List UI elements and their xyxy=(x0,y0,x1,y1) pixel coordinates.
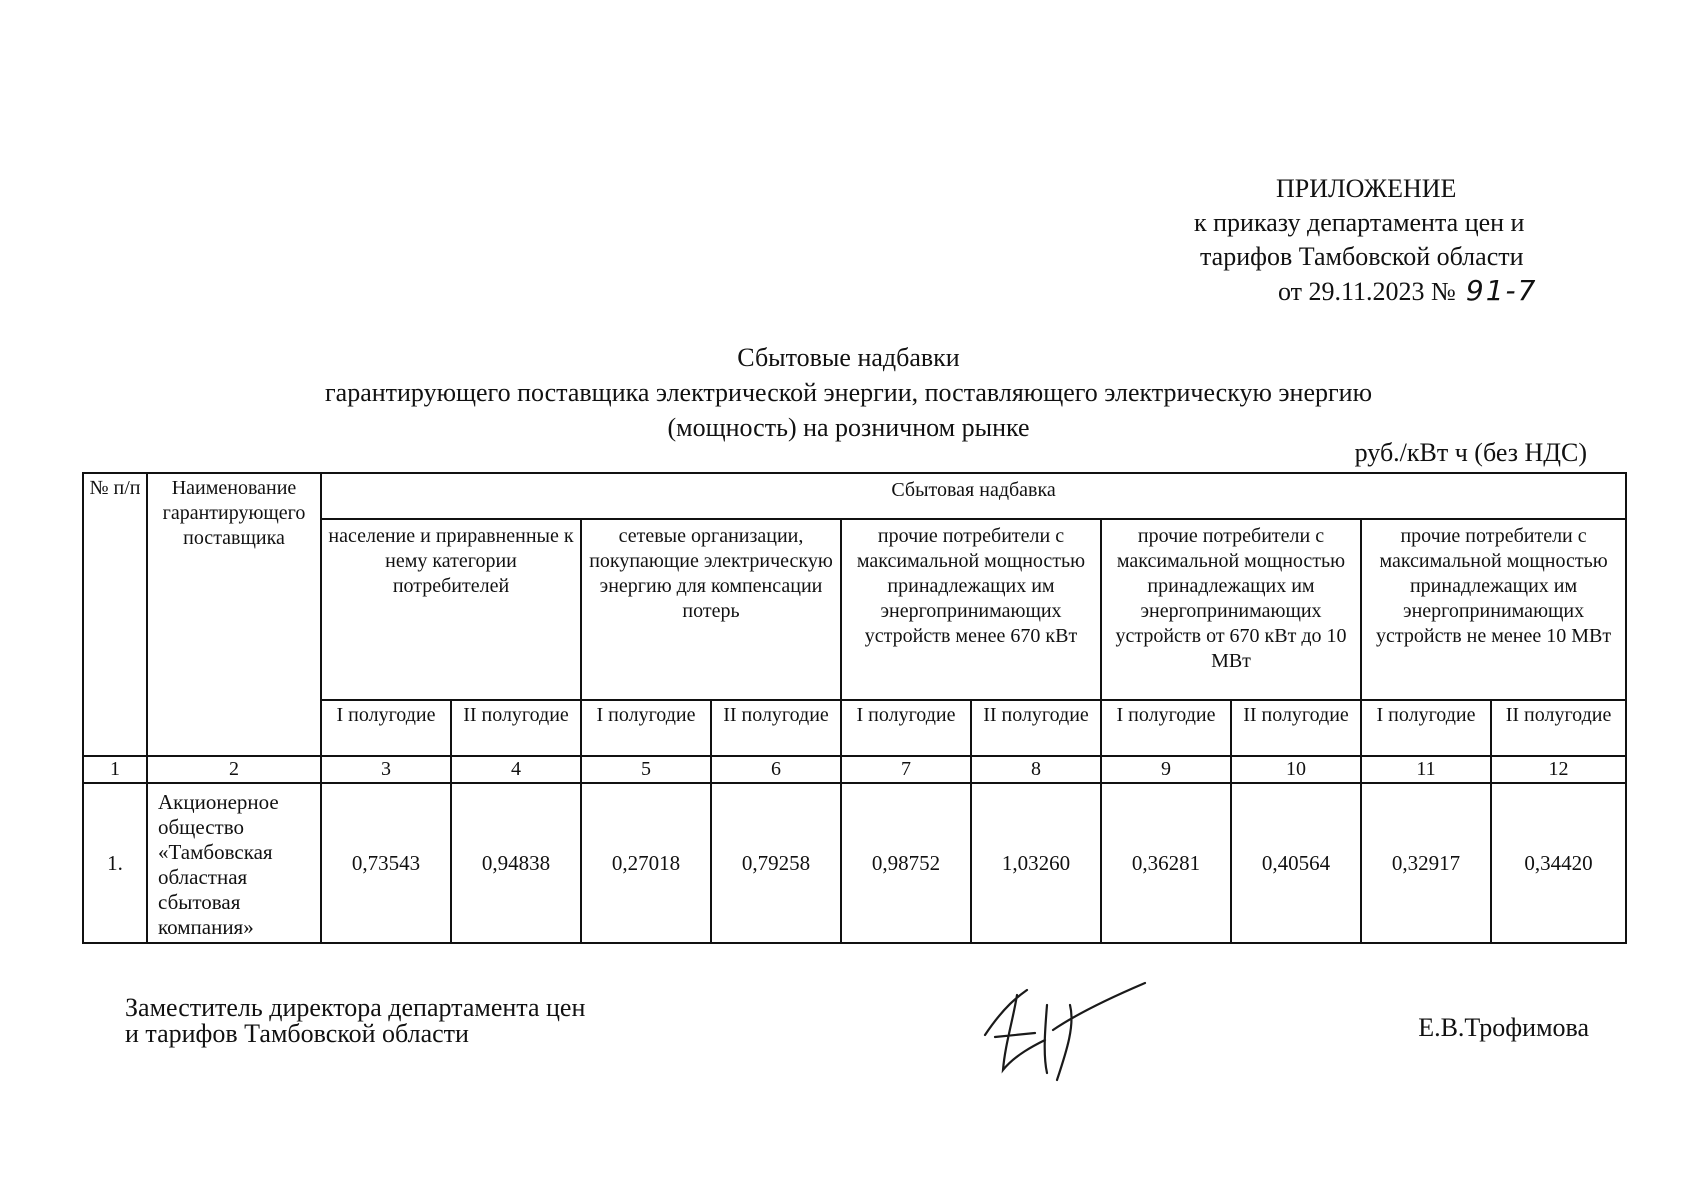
appendix-line-1: к приказу департамента цен и xyxy=(1194,208,1525,237)
column-number: 7 xyxy=(841,756,971,783)
value-cell: 1,03260 xyxy=(971,783,1101,943)
value-cell: 0,98752 xyxy=(841,783,971,943)
column-number: 6 xyxy=(711,756,841,783)
value-cell: 0,27018 xyxy=(581,783,711,943)
half-2-header: II полугодие xyxy=(1491,700,1626,756)
appendix-header xyxy=(1150,172,1610,309)
column-number: 9 xyxy=(1101,756,1231,783)
order-number: 91-7 xyxy=(1465,274,1538,307)
half-1-header: I полугодие xyxy=(1101,700,1231,756)
category-670kw-10mw: прочие потребители с максимальной мощностью принадлежащих им энергопринимающих устройств от 670 кВт до 10 МВт xyxy=(1101,519,1361,700)
value-cell: 0,94838 xyxy=(451,783,581,943)
half-1-header: I полугодие xyxy=(321,700,451,756)
supplier-name: Акционерное общество «Тамбовская областная сбытовая компания» xyxy=(147,783,321,943)
half-2-header: II полугодие xyxy=(451,700,581,756)
appendix-line-3 xyxy=(1150,274,1610,309)
category-over-10mw: прочие потребители с максимальной мощностью принадлежащих им энергопринимающих устройств не менее 10 МВт xyxy=(1361,519,1626,700)
document-title-line-3: (мощность) на розничном рынке xyxy=(667,413,1030,442)
column-number: 8 xyxy=(971,756,1101,783)
half-2-header: II полугодие xyxy=(1231,700,1361,756)
column-number: 4 xyxy=(451,756,581,783)
document-title-line-2: гарантирующего поставщика электрической энергии, поставляющего электрическую энергию xyxy=(324,378,1372,407)
table-row xyxy=(83,783,1626,943)
signer-name: Е.В.Трофимова xyxy=(1418,1013,1589,1042)
column-number: 1 xyxy=(83,756,147,783)
header-supplier-name: Наименование гарантирующего поставщика xyxy=(147,473,321,756)
category-grid-organizations: сетевые организации, покупающие электрическую энергию для компенсации потерь xyxy=(581,519,841,700)
half-2-header: II полугодие xyxy=(971,700,1101,756)
appendix-title: ПРИЛОЖЕНИЕ xyxy=(1276,174,1457,203)
column-number: 3 xyxy=(321,756,451,783)
appendix-line-2: тарифов Тамбовской области xyxy=(1200,242,1524,271)
header-markup: Сбытовая надбавка xyxy=(321,473,1626,519)
half-1-header: I полугодие xyxy=(841,700,971,756)
signer-position-line-1: Заместитель директора департамента цен xyxy=(125,993,586,1022)
value-cell: 0,32917 xyxy=(1361,783,1491,943)
value-cell: 0,79258 xyxy=(711,783,841,943)
column-number: 2 xyxy=(147,756,321,783)
column-number-row xyxy=(83,756,1626,783)
header-row-main xyxy=(83,473,1626,519)
document-title xyxy=(0,340,1697,445)
signer-position-line-2: и тарифов Тамбовской области xyxy=(125,1019,469,1048)
half-1-header: I полугодие xyxy=(581,700,711,756)
appendix-date-prefix: от 29.11.2023 № xyxy=(1278,277,1456,306)
column-number: 5 xyxy=(581,756,711,783)
column-number: 10 xyxy=(1231,756,1361,783)
half-1-header: I полугодие xyxy=(1361,700,1491,756)
value-cell: 0,40564 xyxy=(1231,783,1361,943)
value-cell: 0,34420 xyxy=(1491,783,1626,943)
column-number: 11 xyxy=(1361,756,1491,783)
units-label: руб./кВт ч (без НДС) xyxy=(1354,438,1587,467)
signer-position xyxy=(125,995,585,1047)
category-under-670kw: прочие потребители с максимальной мощностью принадлежащих им энергопринимающих устройств менее 670 кВт xyxy=(841,519,1101,700)
row-number: 1. xyxy=(83,783,147,943)
value-cell: 0,73543 xyxy=(321,783,451,943)
header-number: № п/п xyxy=(83,473,147,756)
half-2-header: II полугодие xyxy=(711,700,841,756)
handwritten-signature xyxy=(975,975,1155,1085)
document-title-line-1: Сбытовые надбавки xyxy=(737,343,960,372)
column-number: 12 xyxy=(1491,756,1626,783)
category-population: население и приравненные к нему категории потребителей xyxy=(321,519,581,700)
tariff-table xyxy=(82,472,1627,944)
value-cell: 0,36281 xyxy=(1101,783,1231,943)
